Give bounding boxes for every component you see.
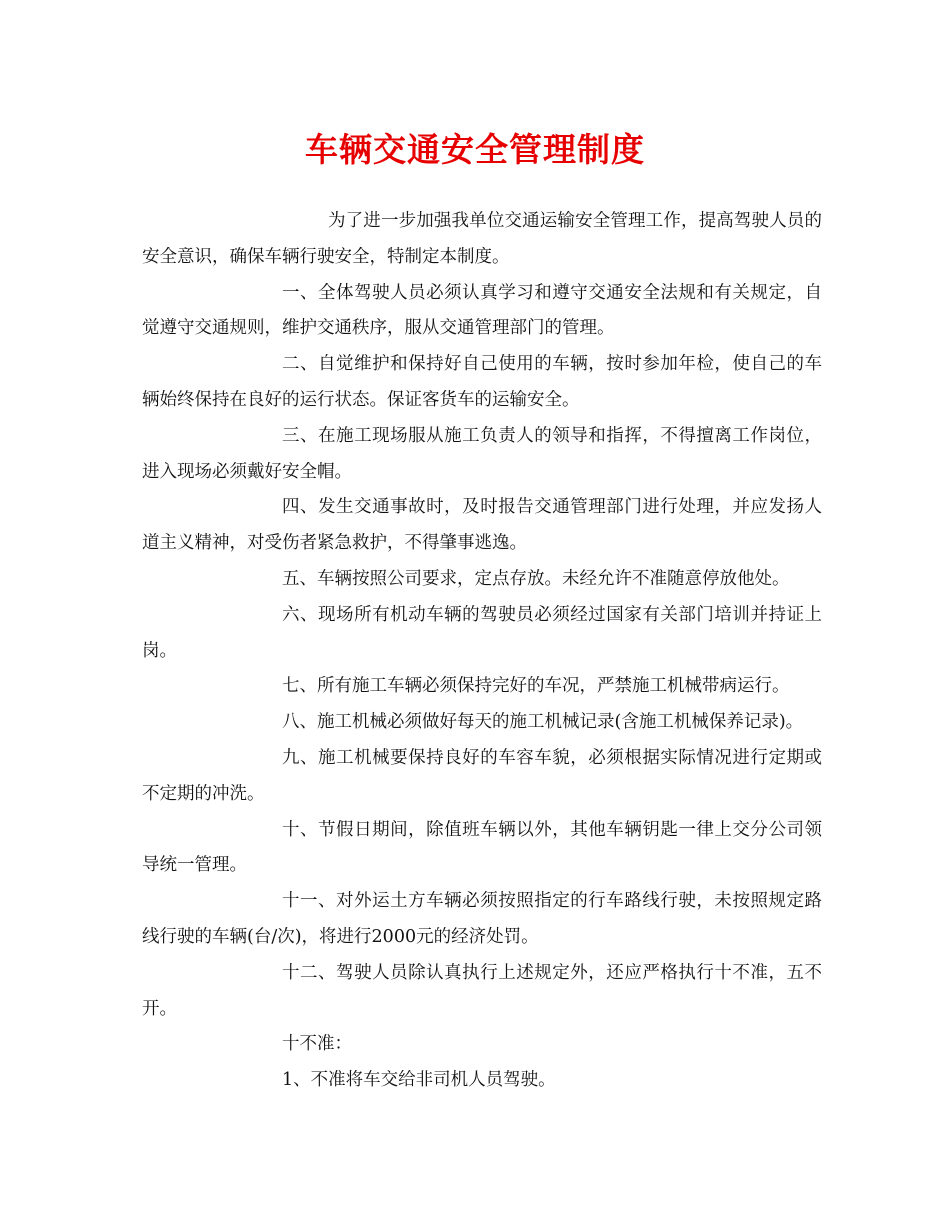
rule-paragraph-4: 四、发生交通事故时，及时报告交通管理部门进行处理，并应发扬人道主义精神，对受伤者紧急救护，不得肇事逃逸。 — [142, 497, 822, 554]
rule-paragraph-6: 六、现场所有机动车辆的驾驶员必须经过国家有关部门培训并持证上岗。 — [142, 604, 822, 661]
rule-paragraph-9: 九、施工机械要保持良好的车容车貌，必须根据实际情况进行定期或不定期的冲洗。 — [142, 747, 822, 804]
rule-paragraph-2: 二、自觉维护和保持好自己使用的车辆，按时参加年检，使自己的车辆始终保持在良好的运行状态。保证客货车的运输安全。 — [142, 354, 822, 410]
document-title: 车辆交通安全管理制度 — [305, 130, 645, 169]
subheading-ten-prohibitions: 十不准： — [282, 1034, 352, 1055]
rule-paragraph-10: 十、节假日期间，除值班车辆以外，其他车辆钥匙一律上交分公司领导统一管理。 — [142, 819, 822, 876]
rule-paragraph-1: 一、全体驾驶人员必须认真学习和遵守交通安全法规和有关规定，自觉遵守交通规则，维护交通秩序，服从交通管理部门的管理。 — [142, 282, 822, 339]
rule-paragraph-8: 八、施工机械必须做好每天的施工机械记录(含施工机械保养记录)。 — [282, 712, 804, 733]
intro-paragraph: 为了进一步加强我单位交通运输安全管理工作，提高驾驶人员的安全意识，确保车辆行驶安全，特制定本制度。 — [142, 211, 822, 267]
rule-paragraph-7: 七、所有施工车辆必须保持完好的车况，严禁施工机械带病运行。 — [282, 676, 790, 697]
rule-paragraph-3: 三、在施工现场服从施工负责人的领导和指挥，不得擅离工作岗位，进入现场必须戴好安全帽。 — [142, 425, 822, 482]
rule-paragraph-5: 五、车辆按照公司要求，定点存放。未经允许不准随意停放他处。 — [282, 568, 790, 589]
prohibition-item-1: 1、不准将车交给非司机人员驾驶。 — [282, 1070, 556, 1091]
rule-paragraph-12: 十二、驾驶人员除认真执行上述规定外，还应严格执行十不准，五不开。 — [142, 962, 822, 1019]
document-body — [142, 204, 822, 1099]
rule-paragraph-11: 十一、对外运土方车辆必须按照指定的行车路线行驶，未按照规定路线行驶的车辆(台/次)，将进行2000元的经济处罚。 — [142, 891, 822, 947]
